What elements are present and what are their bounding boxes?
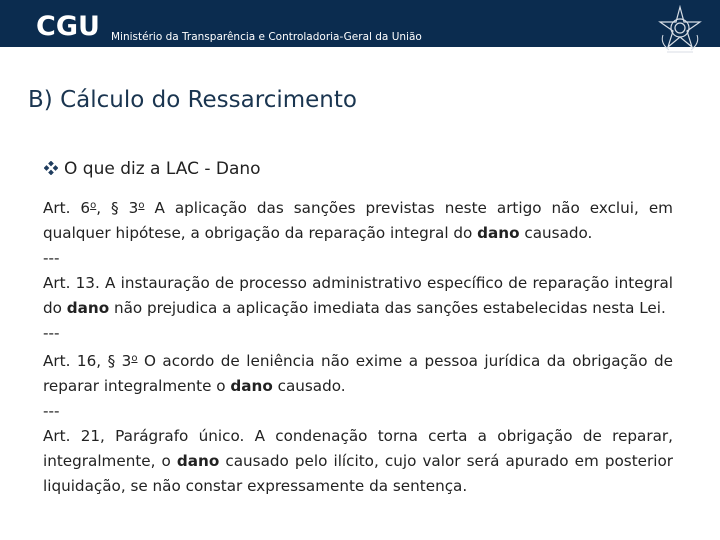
slide-title: B) Cálculo do Ressarcimento (28, 87, 357, 113)
separator: --- (43, 402, 60, 420)
diamond-bullet-icon (44, 161, 58, 175)
article-16: Art. 16, § 3$^o$ O acordo de leniência não exime a pessoa jurídica da obrigação de reparar integralmente o dano causado. (43, 352, 673, 395)
article-21: Art. 21, Parágrafo único. A condenação torna certa a obrigação de reparar, integralmente, o dano causado pelo ilícito, cujo valor será apurado em posterior liquidação, se não constar expressamente da sentença. (43, 427, 673, 495)
bullet-heading (44, 157, 261, 181)
separator: --- (43, 249, 60, 267)
header-bar (0, 0, 720, 47)
article-6: Art. 6$^o$, § 3$^o$ A aplicação das sanções previstas neste artigo não exclui, em qualquer hipótese, a obrigação da reparação integral do dano causado. (43, 199, 673, 242)
article-13: Art. 13. A instauração de processo administrativo específico de reparação integral do dano não prejudica a aplicação imediata das sanções estabelecidas nesta Lei. (43, 274, 673, 317)
coat-of-arms-icon (655, 5, 705, 55)
ministry-name: Ministério da Transparência e Controladoria-Geral da União (111, 31, 422, 43)
article-list (43, 193, 673, 499)
bullet-text: O que diz a LAC - Dano (64, 159, 261, 179)
separator: --- (43, 324, 60, 342)
cgu-logo: CGU (36, 11, 100, 42)
